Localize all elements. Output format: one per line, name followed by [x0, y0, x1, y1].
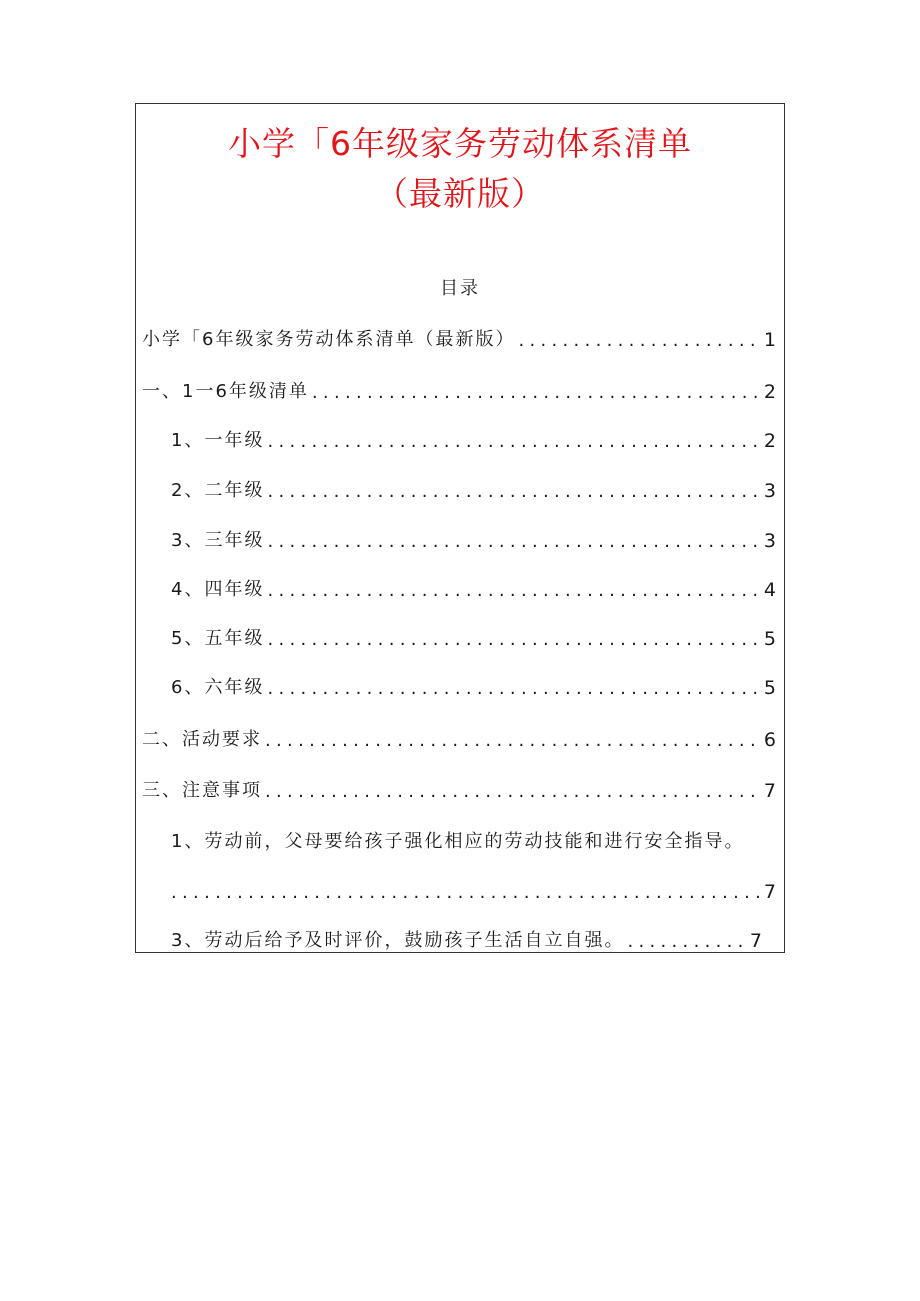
toc-entry-page: 5 — [763, 628, 776, 650]
toc-entry[interactable] — [171, 926, 762, 952]
toc-leader — [267, 678, 760, 699]
toc-entry[interactable] — [142, 325, 776, 351]
toc-entry-page: 7 — [763, 780, 776, 802]
toc-entry-label: 二、活动要求 — [142, 729, 262, 750]
toc-entry-label: 3、劳动后给予及时评价，鼓励孩子生活自立自强。 — [171, 930, 625, 951]
toc-leader — [267, 580, 760, 601]
toc-heading: 目录 — [440, 278, 480, 299]
toc-entry-label: 1、劳动前，父母要给孩子强化相应的劳动技能和进行安全指导。 — [171, 831, 745, 852]
toc-leader — [265, 781, 761, 802]
toc-leader — [267, 531, 760, 552]
toc-entry[interactable] — [171, 827, 776, 853]
toc-entry[interactable] — [142, 725, 776, 751]
toc-leader — [267, 629, 760, 650]
toc-entry-page: 2 — [763, 381, 776, 403]
toc-entry-label: 小学「6年级家务劳动体系清单（最新版） — [142, 329, 516, 350]
toc-entry-label: 三、注意事项 — [142, 780, 262, 801]
toc-entry[interactable] — [142, 377, 776, 403]
toc-leader — [267, 481, 760, 502]
toc-leader — [265, 730, 761, 751]
toc-entry-page: 2 — [763, 430, 776, 452]
toc-entry[interactable] — [142, 776, 776, 802]
toc-entry-page: 1 — [763, 329, 776, 351]
toc-leader — [518, 330, 760, 351]
toc-entry-label: 6、六年级 — [171, 677, 265, 698]
toc-entry-label: 3、三年级 — [171, 530, 265, 551]
toc-entry[interactable] — [171, 673, 776, 699]
table-of-contents — [136, 104, 784, 952]
toc-entry[interactable] — [171, 575, 776, 601]
toc-entry[interactable] — [171, 877, 776, 903]
toc-entry[interactable] — [171, 426, 776, 452]
toc-entry[interactable] — [171, 624, 776, 650]
toc-leader — [312, 382, 761, 403]
toc-entry[interactable] — [171, 526, 776, 552]
toc-entry-page: 4 — [763, 579, 776, 601]
document-subtitle: （最新版） — [375, 174, 545, 213]
toc-entry-label: 一、1一6年级清单 — [142, 381, 309, 402]
toc-leader — [627, 931, 746, 952]
toc-entry-page: 3 — [763, 480, 776, 502]
toc-leader — [267, 431, 760, 452]
toc-entry-page: 5 — [763, 677, 776, 699]
toc-entry-page: 7 — [763, 881, 776, 903]
document-title: 小学「6年级家务劳动体系清单 — [228, 124, 692, 163]
toc-entry-page: 7 — [749, 930, 762, 952]
toc-entry[interactable] — [171, 476, 776, 502]
toc-entry-label: 5、五年级 — [171, 628, 265, 649]
toc-leader — [171, 882, 761, 903]
toc-entry-page: 6 — [763, 729, 776, 751]
document-frame — [135, 103, 785, 953]
toc-entry-page: 3 — [763, 530, 776, 552]
toc-entry-label: 1、一年级 — [171, 430, 265, 451]
toc-entry-label: 4、四年级 — [171, 579, 265, 600]
toc-entry-label: 2、二年级 — [171, 480, 265, 501]
